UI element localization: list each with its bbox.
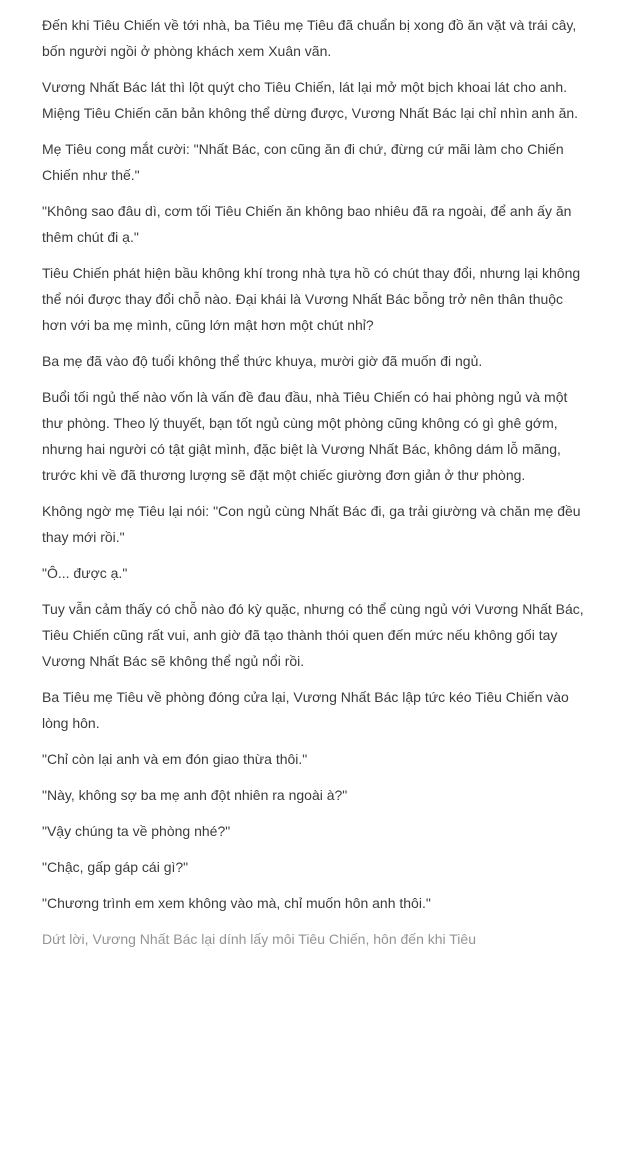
paragraph: Không ngờ mẹ Tiêu lại nói: "Con ngủ cùng Nhất Bác đi, ga trải giường và chăn mẹ đều thay mới rồi." xyxy=(42,503,581,545)
paragraph: Vương Nhất Bác lát thì lột quýt cho Tiêu Chiến, lát lại mở một bịch khoai lát cho anh. Miệng Tiêu Chiến căn bản không thể dừng được, Vương Nhất Bác lại chỉ nhìn anh ăn. xyxy=(42,79,579,121)
paragraph: "Vậy chúng ta về phòng nhé?" xyxy=(42,823,231,839)
article-body xyxy=(42,12,590,948)
paragraph: Đến khi Tiêu Chiến về tới nhà, ba Tiêu mẹ Tiêu đã chuẩn bị xong đồ ăn vặt và trái cây, bốn người ngồi ở phòng khách xem Xuân vãn. xyxy=(42,17,577,59)
paragraph: "Chương trình em xem không vào mà, chỉ muốn hôn anh thôi." xyxy=(42,895,431,911)
paragraph: "Chậc, gấp gáp cái gì?" xyxy=(42,859,189,875)
paragraph: Ba Tiêu mẹ Tiêu về phòng đóng cửa lại, Vương Nhất Bác lập tức kéo Tiêu Chiến vào lòng hôn. xyxy=(42,689,569,731)
paragraph: "Ô... được ạ." xyxy=(42,565,128,581)
paragraph: "Không sao đâu dì, cơm tối Tiêu Chiến ăn không bao nhiêu đã ra ngoài, để anh ấy ăn thêm chút đi ạ." xyxy=(42,203,572,245)
paragraph: "Này, không sợ ba mẹ anh đột nhiên ra ngoài à?" xyxy=(42,787,348,803)
paragraph: Tuy vẫn cảm thấy có chỗ nào đó kỳ quặc, nhưng có thể cùng ngủ với Vương Nhất Bác, Tiêu Chiến cũng rất vui, anh giờ đã tạo thành thói quen đến mức nếu không gối tay Vương Nhất Bác sẽ không thể ngủ nổi rồi. xyxy=(42,601,584,669)
paragraph-cut-off: Dứt lời, Vương Nhất Bác lại dính lấy môi Tiêu Chiến, hôn đến khi Tiêu xyxy=(42,931,476,947)
paragraph: "Chỉ còn lại anh và em đón giao thừa thôi." xyxy=(42,751,308,767)
paragraph: Mẹ Tiêu cong mắt cười: "Nhất Bác, con cũng ăn đi chứ, đừng cứ mãi làm cho Chiến Chiến như thế." xyxy=(42,141,564,183)
paragraph: Buổi tối ngủ thế nào vốn là vấn đề đau đầu, nhà Tiêu Chiến có hai phòng ngủ và một thư phòng. Theo lý thuyết, bạn tốt ngủ cùng một phòng cũng không có gì ghê gớm, nhưng hai người có tật giật mình, đặc biệt là Vương Nhất Bác, không dám lỗ mãng, trước khi về đã thương lượng sẽ đặt một chiếc giường đơn giản ở thư phòng. xyxy=(42,389,568,483)
paragraph: Ba mẹ đã vào độ tuổi không thể thức khuya, mười giờ đã muốn đi ngủ. xyxy=(42,353,483,369)
paragraph: Tiêu Chiến phát hiện bầu không khí trong nhà tựa hồ có chút thay đổi, nhưng lại không thể nói được thay đổi chỗ nào. Đại khái là Vương Nhất Bác bỗng trở nên thân thuộc hơn với ba mẹ mình, cũng lớn mật hơn một chút nhỉ? xyxy=(42,265,581,333)
